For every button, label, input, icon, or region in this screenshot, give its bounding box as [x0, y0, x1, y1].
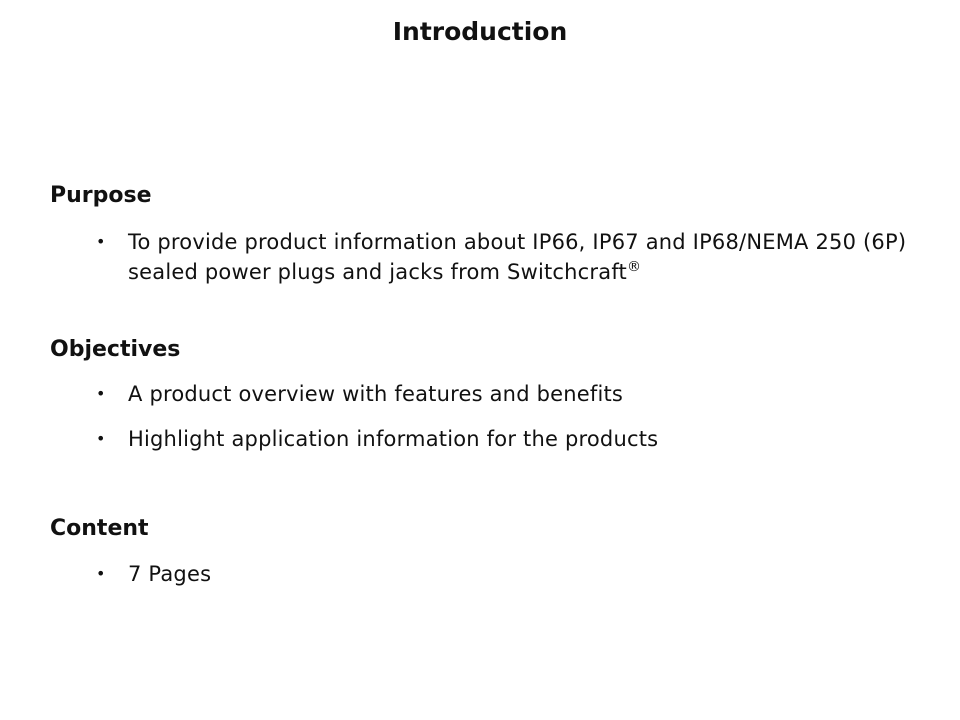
- registered-trademark: ®: [626, 259, 642, 275]
- content-bullet-item: [96, 559, 916, 589]
- slide-title: Introduction: [392, 17, 568, 46]
- objectives-bullet-item: [96, 424, 916, 454]
- bullet-text: [128, 227, 916, 287]
- objectives-bullet-item: [96, 379, 916, 409]
- bullet-text: Highlight application information for the products: [128, 427, 659, 451]
- bullet-text: A product overview with features and benefits: [128, 382, 624, 406]
- section-heading-purpose: Purpose: [50, 183, 152, 208]
- bullet-icon: •: [96, 564, 106, 583]
- purpose-bullet-item: [96, 227, 916, 287]
- bullet-icon: •: [96, 232, 106, 251]
- bullet-icon: •: [96, 429, 106, 448]
- purpose-text: To provide product information about IP66, IP67 and IP68/NEMA 250 (6P) sealed power plugs and jacks from Switchcraft: [128, 230, 907, 284]
- section-heading-objectives: Objectives: [50, 337, 181, 362]
- bullet-icon: •: [96, 384, 106, 403]
- section-heading-content: Content: [50, 516, 149, 541]
- bullet-text: 7 Pages: [128, 562, 212, 586]
